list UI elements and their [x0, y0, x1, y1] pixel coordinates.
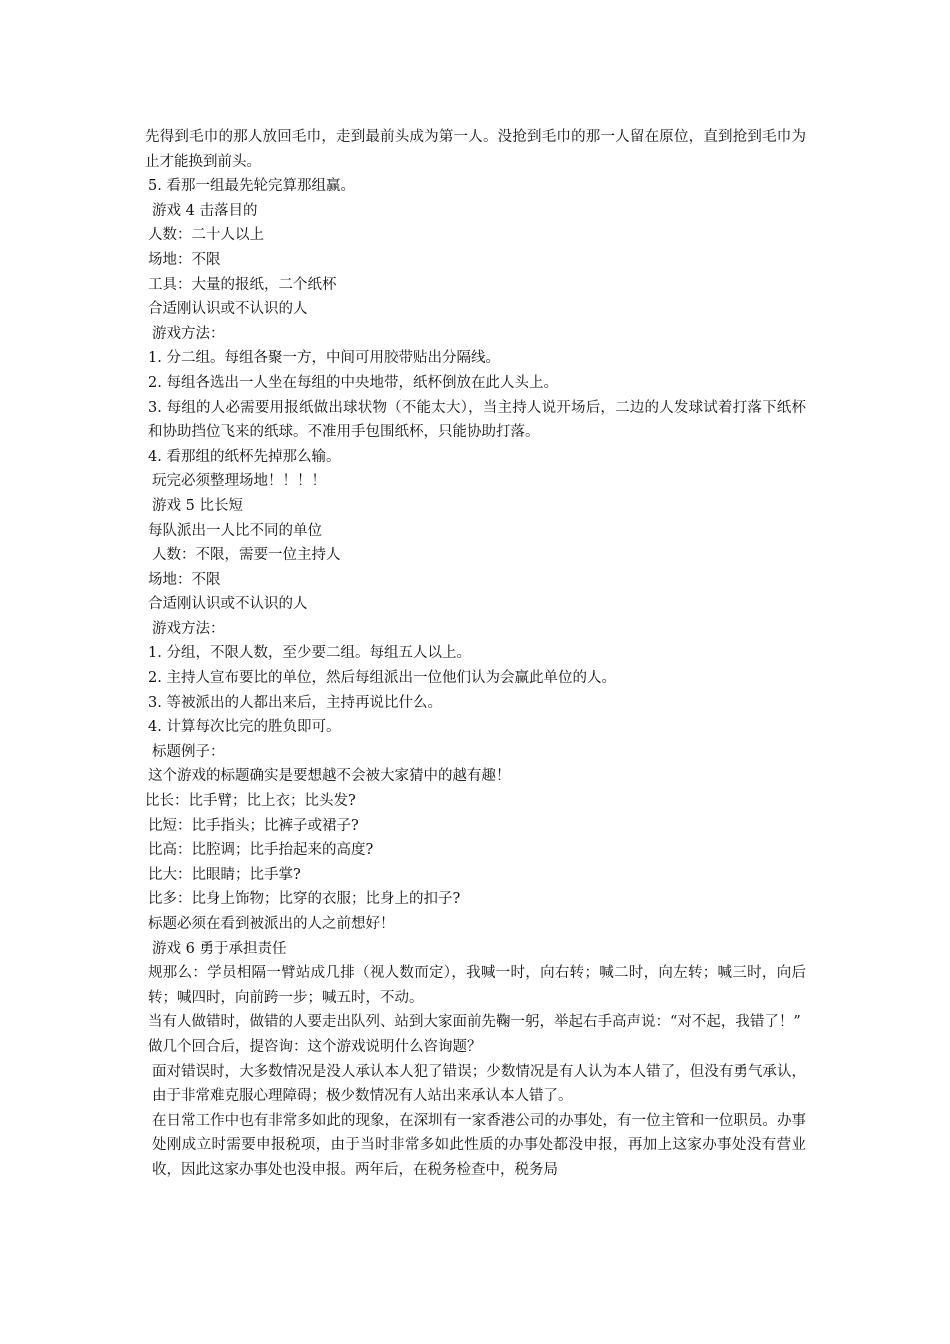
paragraph: 1. 分组，不限人数，至少要二组。每组五人以上。	[148, 645, 471, 662]
paragraph: 规那么：学员相隔一臂站成几排（视人数而定），我喊一时，向右转；喊二时，向左转；喊三时，向后转；喊四时，向前跨一步；喊五时，不动。	[148, 965, 806, 1006]
paragraph: 5. 看那一组最先轮完算那组赢。	[148, 178, 355, 195]
paragraph: 玩完必须整理场地！！！！	[152, 473, 326, 490]
paragraph: 3. 每组的人必需要用报纸做出球状物（不能太大），当主持人说开场后，二边的人发球试着打落下纸杯和协助挡位飞来的纸球。不准用手包围纸杯，只能协助打落。	[148, 399, 806, 441]
paragraph: 比多：比身上饰物；比穿的衣服；比身上的扣子?	[148, 891, 461, 908]
paragraph: 面对错误时，大多数情况是没人承认本人犯了错误；少数情况是有人认为本人错了，但没有勇气承认，由于非常难克服心理障碍；极少数情况有人站出来承认本人错了。	[152, 1063, 806, 1105]
paragraph: 场地：不限	[148, 571, 221, 588]
paragraph: 当有人做错时，做错的人要走出队列、站到大家面前先鞠一躬，举起右手高声说：“对不起，我错了！”	[148, 1014, 801, 1031]
paragraph: 游戏 5 比长短	[152, 497, 243, 514]
paragraph: 4. 计算每次比完的胜负即可。	[148, 719, 341, 736]
paragraph: 游戏方法：	[152, 325, 225, 342]
paragraph: 2. 每组各选出一人坐在每组的中央地带，纸杯倒放在此人头上。	[148, 374, 558, 391]
paragraph: 先得到毛巾的那人放回毛巾，走到最前头成为第一人。没抢到毛巾的那一人留在原位，直到抢到毛巾为止才能换到前头。	[145, 129, 806, 170]
document-page	[145, 125, 806, 1183]
paragraph: 4. 看那组的纸杯先掉那么输。	[148, 448, 341, 465]
paragraph: 游戏 4 击落目的	[152, 202, 258, 219]
paragraph: 做几个回合后，提咨询：这个游戏说明什么咨询题？	[148, 1038, 482, 1055]
paragraph: 合适刚认识或不认识的人	[148, 301, 308, 318]
paragraph: 比短：比手指头；比裤子或裙子?	[148, 817, 359, 834]
paragraph: 场地：不限	[148, 251, 221, 268]
paragraph: 2. 主持人宣布要比的单位，然后每组派出一位他们认为会赢此单位的人。	[148, 670, 616, 687]
paragraph: 每队派出一人比不同的单位	[148, 522, 322, 539]
paragraph: 人数：二十人以上	[148, 227, 264, 244]
paragraph: 3. 等被派出的人都出来后，主持再说比什么。	[148, 694, 442, 711]
paragraph: 比大：比眼睛；比手掌?	[148, 866, 301, 883]
paragraph: 标题必须在看到被派出的人之前想好！	[148, 916, 395, 932]
paragraph: 合适刚认识或不认识的人	[148, 596, 308, 613]
paragraph: 比长：比手臂；比上衣；比头发?	[145, 793, 356, 810]
paragraph: 比高：比腔调；比手抬起来的高度?	[148, 842, 374, 859]
paragraph: 人数：不限，需要一位主持人	[152, 547, 341, 564]
paragraph: 游戏 6 勇于承担责任	[152, 940, 287, 957]
paragraph: 1. 分二组。每组各聚一方，中间可用胶带贴出分隔线。	[148, 350, 500, 367]
paragraph: 标题例子：	[152, 743, 225, 760]
paragraph: 工具：大量的报纸，二个纸杯	[148, 276, 337, 293]
paragraph: 游戏方法：	[152, 620, 225, 637]
paragraph: 这个游戏的标题确实是要想越不会被大家猜中的越有趣！	[148, 768, 511, 785]
paragraph: 在日常工作中也有非常多如此的现象，在深圳有一家香港公司的办事处，有一位主管和一位职员。办事处刚成立时需要申报税项，由于当时非常多如此性质的办事处都没申报，再加上这家办事处没有营业收，因此这家办事处也没申报。两年后，在税务检查中，税务局	[152, 1112, 806, 1178]
